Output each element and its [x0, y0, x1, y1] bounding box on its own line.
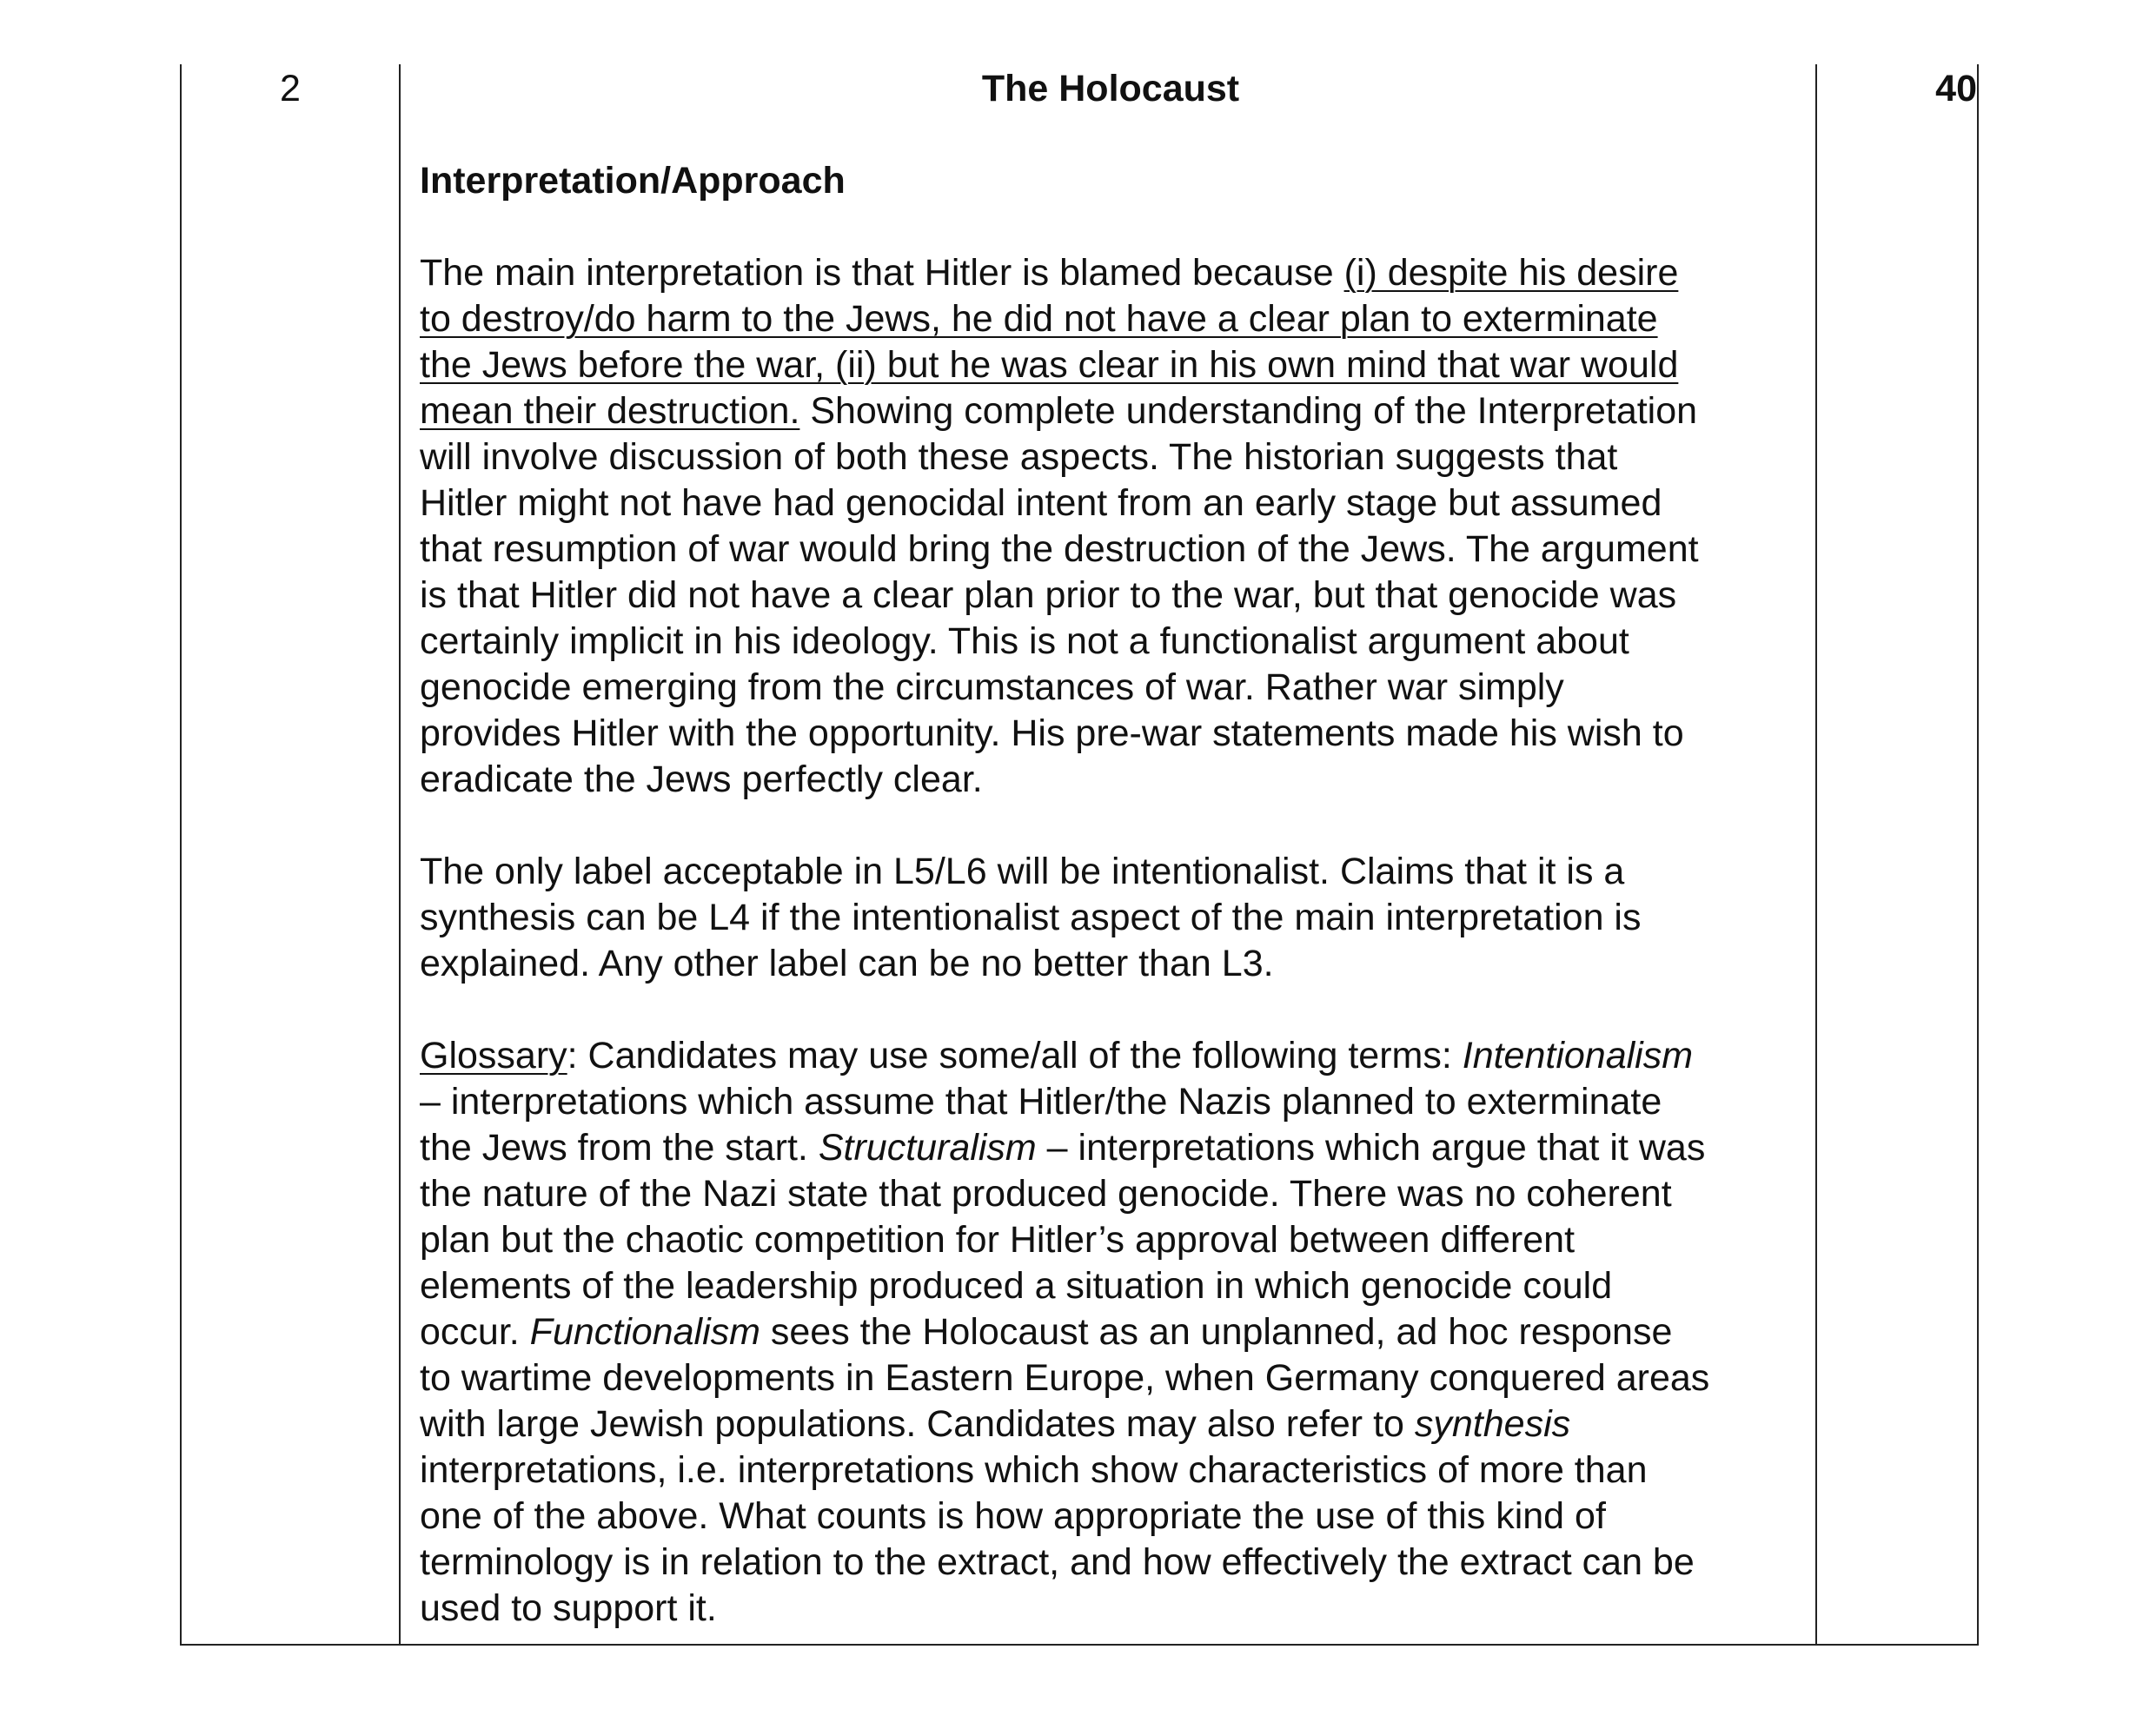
question-marks: 40: [1935, 68, 1977, 109]
text-line: that resumption of war would bring the destruction of the Jews. The argument: [420, 528, 1699, 570]
glossary-text: the Jews from the start.: [420, 1127, 819, 1169]
text-line: plan but the chaotic competition for Hitler’s approval between different: [420, 1219, 1576, 1261]
text-line: certainly implicit in his ideology. This is not a functionalist argument about: [420, 620, 1629, 662]
text-line: [420, 1401, 1801, 1447]
underlined-line: the Jews before the war, (ii) but he was clear in his own mind that war would: [420, 344, 1679, 386]
continuation-text: Showing complete understanding of the Interpretation: [799, 390, 1698, 432]
text-line: [420, 1309, 1801, 1355]
text-line: the nature of the Nazi state that produced genocide. There was no coherent: [420, 1173, 1672, 1215]
text-line: one of the above. What counts is how appropriate the use of this kind of: [420, 1495, 1606, 1537]
text-line: to wartime developments in Eastern Europe, when Germany conquered areas: [420, 1357, 1710, 1399]
text-line: used to support it.: [420, 1587, 717, 1629]
text-line: terminology is in relation to the extract, and how effectively the extract can be: [420, 1541, 1695, 1583]
text-line: will involve discussion of both these aspects. The historian suggests that: [420, 436, 1618, 478]
text-line: is that Hitler did not have a clear plan prior to the war, but that genocide was: [420, 574, 1677, 616]
column-divider-right: [1815, 64, 1817, 1644]
text-line: genocide emerging from the circumstances of war. Rather war simply: [420, 666, 1564, 708]
underlined-text: mean their destruction.: [420, 390, 800, 432]
text-line: [420, 388, 1801, 434]
text-line: eradicate the Jews perfectly clear.: [420, 758, 983, 800]
label-guidance-paragraph: [420, 849, 1801, 987]
glossary-text: : Candidates may use some/all of the following terms:: [567, 1035, 1463, 1076]
term-functionalism: Functionalism: [529, 1311, 760, 1353]
text-line: [420, 1033, 1801, 1079]
underlined-line: to destroy/do harm to the Jews, he did not have a clear plan to exterminate: [420, 298, 1658, 340]
text-line: interpretations, i.e. interpretations which show characteristics of more than: [420, 1449, 1648, 1491]
term-intentionalism: Intentionalism: [1462, 1035, 1694, 1076]
text-line: The only label acceptable in L5/L6 will be intentionalist. Claims that it is a: [420, 851, 1625, 892]
glossary-text: with large Jewish populations. Candidates may also refer to: [420, 1403, 1415, 1445]
glossary-text: sees the Holocaust as an unplanned, ad hoc response: [760, 1311, 1673, 1353]
column-divider-left: [399, 64, 401, 1644]
text-line: synthesis can be L4 if the intentionalist aspect of the main interpretation is: [420, 897, 1642, 938]
glossary-text: – interpretations which argue that it was: [1036, 1127, 1706, 1169]
question-number: 2: [280, 68, 301, 109]
underlined-text: (i) despite his desire: [1343, 252, 1679, 294]
term-synthesis: synthesis: [1414, 1403, 1571, 1445]
guidance-content: [420, 66, 1801, 1632]
glossary-label: Glossary: [420, 1035, 567, 1076]
intro-text: The main interpretation is that Hitler is blamed because: [420, 252, 1344, 294]
text-line: – interpretations which assume that Hitler/the Nazis planned to exterminate: [420, 1081, 1662, 1123]
text-line: Hitler might not have had genocidal intent from an early stage but assumed: [420, 482, 1662, 524]
interpretation-paragraph: [420, 250, 1801, 803]
text-line: explained. Any other label can be no better than L3.: [420, 943, 1274, 984]
text-line: provides Hitler with the opportunity. His pre-war statements made his wish to: [420, 712, 1684, 754]
text-line: elements of the leadership produced a situation in which genocide could: [420, 1265, 1613, 1307]
glossary-text: occur.: [420, 1311, 530, 1353]
text-line: [420, 250, 1801, 296]
question-title: The Holocaust: [981, 68, 1240, 109]
section-heading: Interpretation/Approach: [420, 160, 846, 202]
text-line: [420, 1125, 1801, 1171]
mark-scheme-table: [180, 64, 1979, 1646]
term-structuralism: Structuralism: [818, 1127, 1037, 1169]
glossary-paragraph: [420, 1033, 1801, 1632]
